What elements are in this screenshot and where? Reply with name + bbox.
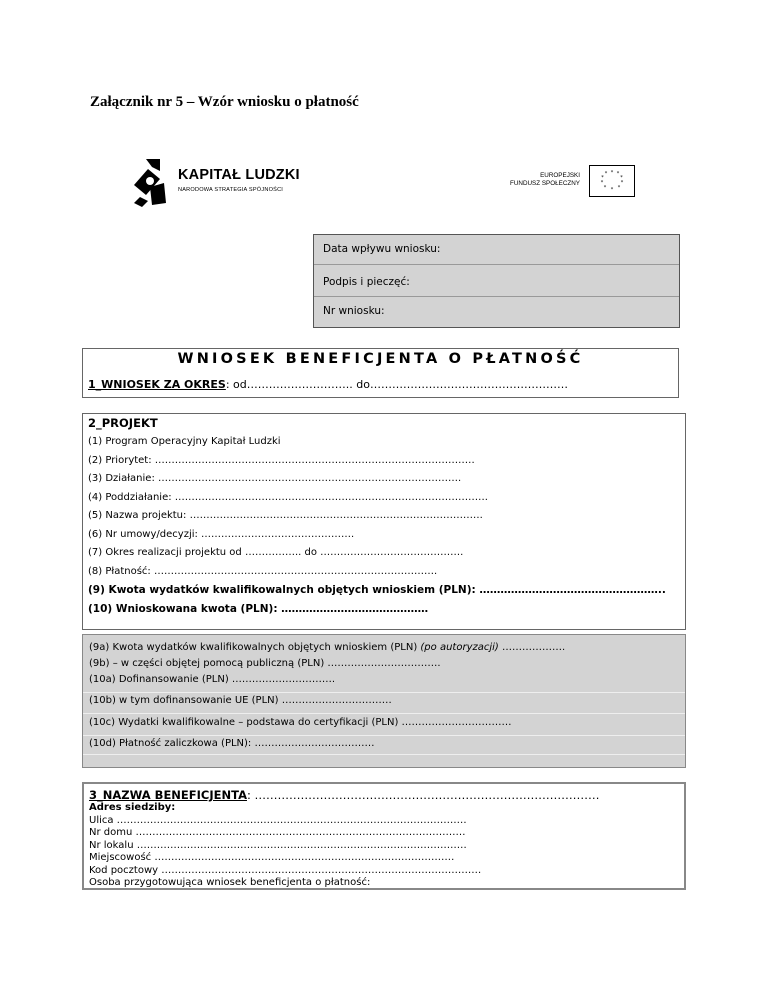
address-line[interactable]: Osoba przygotowująca wniosek beneficjenta o płatność: (89, 877, 371, 888)
kapital-ludzki-subtitle: NARODOWA STRATEGIA SPÓJNOŚCI (178, 187, 284, 193)
gray-line-10b[interactable]: (10b) w tym dofinansowanie UE (PLN) …………………………… (89, 695, 392, 706)
project-line[interactable]: (7) Okres realizacji projektu od …………….. do ……………………………………. (88, 547, 464, 558)
svg-text:*: * (617, 185, 621, 191)
period-label: 1_WNIOSEK ZA OKRES (88, 378, 226, 391)
svg-text:*: * (603, 185, 607, 191)
eu-flag-icon (589, 165, 635, 197)
svg-text:*: * (616, 171, 620, 177)
svg-text:*: * (604, 171, 608, 177)
project-line[interactable]: (4) Poddziałanie: …………………………………………………………………………………. (88, 491, 488, 503)
svg-text:*: * (620, 175, 623, 181)
period-line[interactable] (88, 378, 568, 391)
efs-line2: FUNDUSZ SPOŁECZNY (510, 180, 580, 187)
address-line[interactable]: Nr lokalu ……………………………………………………………………………………… (89, 839, 467, 851)
authorization-section (82, 634, 686, 768)
kapital-ludzki-name: KAPITAŁ LUDZKI (178, 167, 300, 183)
gray-line-10a[interactable]: (10a) Dofinansowanie (PLN) …………………………. (89, 674, 336, 685)
project-line[interactable]: (6) Nr umowy/decyzji: ………………………………………. (88, 528, 355, 540)
svg-text:*: * (610, 187, 614, 193)
form-header-box (82, 348, 679, 398)
receipt-date-field[interactable]: Data wpływu wniosku: (314, 235, 679, 265)
address-line[interactable]: Ulica …………………………………………………………………………………………… (89, 814, 467, 826)
project-line[interactable]: (9) Kwota wydatków kwalifikowalnych objętych wnioskiem (PLN): …………………………………………….. (88, 584, 666, 596)
address-line[interactable]: Kod pocztowy …………………………………………………………………………………… (89, 864, 482, 876)
svg-text:*: * (610, 170, 614, 176)
form-main-title: WNIOSEK BENEFICJENTA O PŁATNOŚĆ (177, 351, 584, 367)
svg-text:*: * (601, 175, 604, 181)
project-line[interactable]: (5) Nazwa projektu: ……………………………………………………………………………. (88, 510, 483, 521)
gray-line-9b[interactable]: (9b) – w części objętej pomocą publiczną (PLN) ……………………………. (89, 658, 441, 669)
divider (83, 754, 685, 755)
address-line[interactable]: Miejscowość ……………………………………………………………………………… (89, 852, 455, 863)
kapital-ludzki-logo (130, 157, 310, 207)
project-line[interactable]: (3) Działanie: ………………………………………………………………………………. (88, 473, 462, 484)
gray-line-10d[interactable]: (10d) Płatność zaliczkowa (PLN): ……………………………… (89, 738, 375, 749)
gray-line-9a[interactable]: (9a) Kwota wydatków kwalifikowalnych objętych wnioskiem (PLN) (po autoryzacji) ………………. (89, 642, 566, 653)
signature-stamp-field[interactable]: Podpis i pieczęć: (314, 265, 679, 297)
application-number-field[interactable]: Nr wniosku: (314, 297, 679, 327)
project-line[interactable]: (10) Wnioskowana kwota (PLN): …………………………………… (88, 602, 429, 615)
project-line[interactable]: (8) Płatność: …………………………………………………………………………. (88, 565, 438, 577)
beneficiary-section (82, 782, 686, 890)
page-title: Załącznik nr 5 – Wzór wniosku o płatność (90, 94, 359, 110)
period-value: : od……………………….. do……………………………………………… (225, 378, 568, 391)
svg-text:*: * (600, 180, 604, 186)
address-line[interactable]: Nr domu ……………………………………………………………………………………… (89, 827, 466, 838)
project-heading: 2_PROJEKT (88, 416, 158, 430)
gray-line-10c[interactable]: (10c) Wydatki kwalifikowalne – podstawa do certyfikacji (PLN) …………………………… (89, 717, 512, 728)
divider (83, 713, 685, 714)
beneficiary-heading[interactable]: 3_NAZWA BENEFICJENTA: ……………………………………………………………………………… (89, 788, 600, 802)
divider (83, 692, 685, 693)
kapital-ludzki-emblem-icon (130, 157, 174, 207)
project-line[interactable]: (2) Priorytet: …………………………………………………………………………………… (88, 454, 475, 466)
efs-line1: EUROPEJSKI (540, 172, 580, 179)
project-section (82, 413, 686, 630)
divider (83, 735, 685, 736)
address-label: Adres siedziby: (89, 802, 176, 813)
efs-logo-text (480, 172, 580, 188)
office-use-box (313, 234, 680, 328)
project-line: (1) Program Operacyjny Kapitał Ludzki (88, 436, 281, 447)
svg-text:*: * (620, 180, 624, 186)
